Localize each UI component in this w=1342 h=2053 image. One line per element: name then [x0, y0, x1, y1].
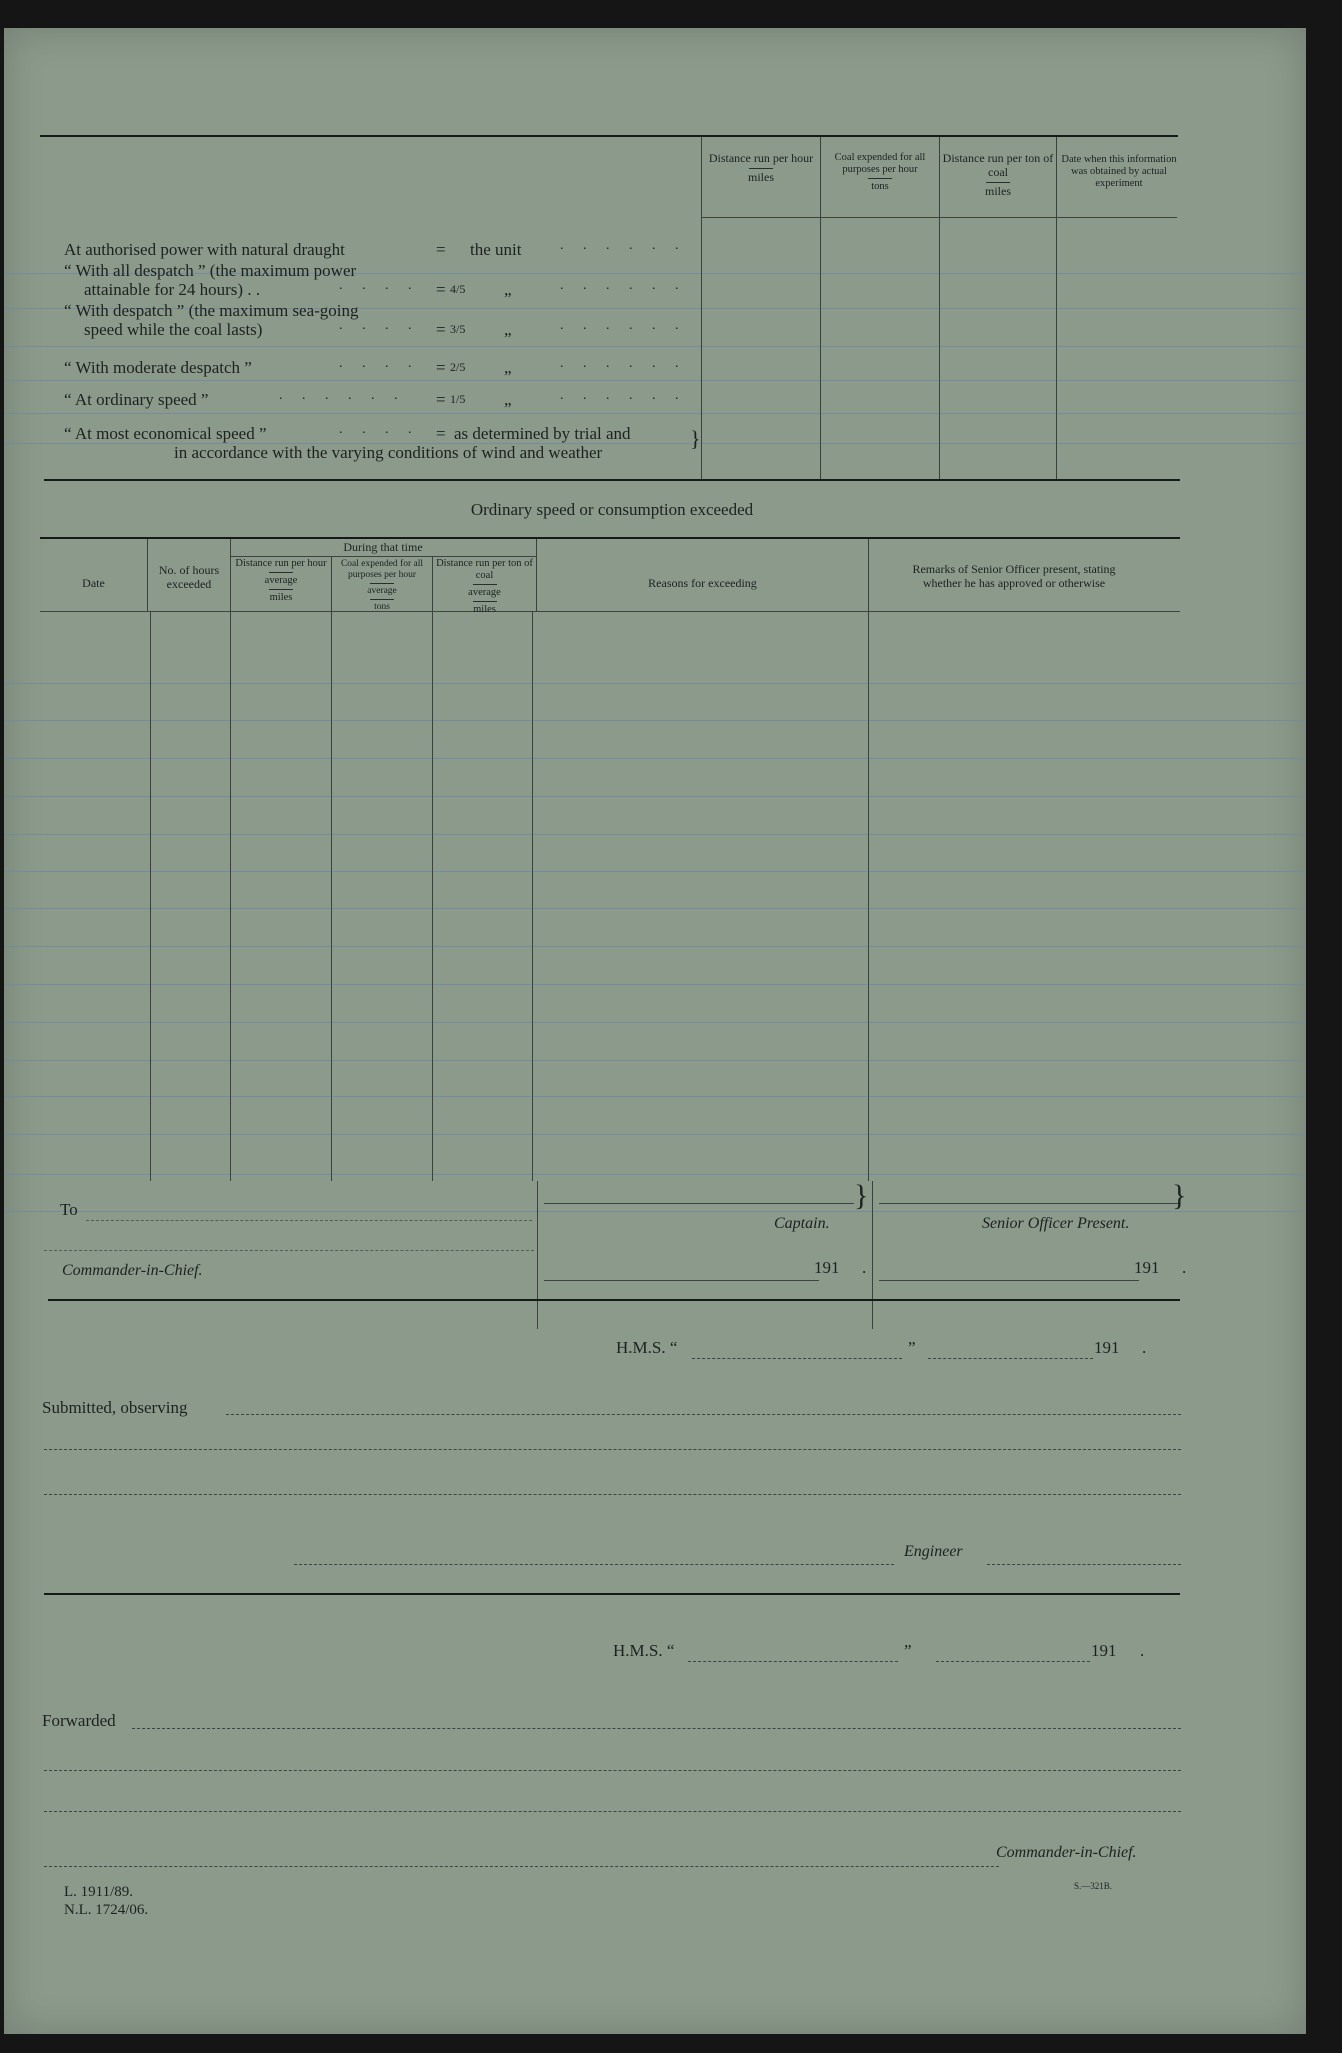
- reference-l: L. 1911/89.: [64, 1884, 134, 1900]
- header-distance-per-hour: Distance run per hour miles: [708, 151, 814, 184]
- header-coal-per-hour: Coal expended for all purposes per hour tons: [834, 152, 926, 193]
- header-during-that-time: During that time: [343, 540, 423, 554]
- row-all-despatch-label: “ With all despatch ” (the maximum power: [64, 261, 357, 280]
- row-economical-speed-label: “ At most economical speed ”: [64, 424, 267, 443]
- row-moderate-despatch-label: “ With moderate despatch ”: [64, 358, 252, 377]
- engineer-label: Engineer: [904, 1543, 963, 1560]
- row-despatch-label: “ With despatch ” (the maximum sea-going: [64, 301, 359, 320]
- commander-in-chief-signature-label: Commander-in-Chief.: [996, 1844, 1137, 1861]
- row-authorised-power-label: At authorised power with natural draught: [64, 240, 345, 259]
- header-hours-exceeded: No. of hours exceeded: [158, 563, 220, 591]
- senior-officer-present-label: Senior Officer Present.: [982, 1215, 1130, 1232]
- header-date: Date: [82, 576, 105, 590]
- header-senior-officer-remarks: Remarks of Senior Officer present, stating whether he has approved or otherwise: [912, 562, 1116, 590]
- header-date-experiment: Date when this information was obtained by actual experiment: [1061, 154, 1177, 190]
- header-reasons-for-exceeding: Reasons for exceeding: [648, 576, 757, 590]
- ratio-three-fifths: 3/5: [450, 322, 466, 336]
- submitted-observing-label: Submitted, observing: [42, 1398, 188, 1417]
- form-number: S.—321B.: [1074, 1881, 1113, 1891]
- year-191-forwarded: 191: [1091, 1641, 1117, 1660]
- commander-in-chief-label: Commander-in-Chief.: [62, 1262, 203, 1279]
- ratio-two-fifths: 2/5: [450, 360, 466, 374]
- header-coal-expended: Coal expended for all purposes per hour average tons: [340, 559, 424, 612]
- form-page: Distance run per hour miles Coal expended for all purposes per hour tons Distance run per ton of coal miles Date when this information was obtained by actual experiment At authorised power with natural draught = the unit . . . . . . “ With all despatch ” (the maximum power attainable for 24 hours) . . . . . . = 4/5 „ . . . . . . “ With despatch ” (the maximum sea-going speed while the coal lasts) . . . . = 3/5 „ . . . . . . “ With moderate despatch ” . . . . = 2/5 „ . . . . . . “ At ordinary speed ” . . . . . . = 1/5 „ . . . . . . “ At most economical speed ” . . . . = as determined by trial and in accordance with the varying conditions of wind and weather } Ordinary speed or consumption exceeded During that time Date No. of hours exceeded Distance run per hour average miles Coal expended for all purposes per hour average tons Distance run per ton of coal average miles Reasons for exceeding Remarks of Senior Officer present, stating whether he has approved or otherwise To Commander-in-Chief. } Captain. 191 . } Senior Officer Present. 191 . H.M.S. “ ” 191 . Submitted, observing Engineer H.M.S. “ ” 191 . Forwarded Commander-in-Chief. L. 1911/89. N.L. 1724/06. S.—321B.: [4, 28, 1306, 2034]
- header-distance-per-ton: Distance run per ton of coal miles: [942, 151, 1054, 198]
- reference-nl: N.L. 1724/06.: [64, 1902, 149, 1918]
- header-distance-run-per-hour: Distance run per hour average miles: [235, 558, 327, 604]
- year-191-engineer: 191: [1094, 1338, 1120, 1357]
- ratio-unit: the unit: [470, 240, 522, 259]
- to-label: To: [60, 1200, 78, 1219]
- forwarded-label: Forwarded: [42, 1711, 116, 1730]
- ratio-one-fifth: 1/5: [450, 392, 466, 406]
- row-ordinary-speed-label: “ At ordinary speed ”: [64, 390, 209, 409]
- hms-label-1: H.M.S. “: [616, 1338, 678, 1357]
- header-distance-run-per-ton: Distance run per ton of coal average miles: [436, 558, 533, 616]
- section-title: Ordinary speed or consumption exceeded: [470, 500, 754, 519]
- ratio-four-fifths: 4/5: [450, 282, 466, 296]
- hms-label-2: H.M.S. “: [613, 1641, 675, 1660]
- captain-label: Captain.: [774, 1215, 830, 1232]
